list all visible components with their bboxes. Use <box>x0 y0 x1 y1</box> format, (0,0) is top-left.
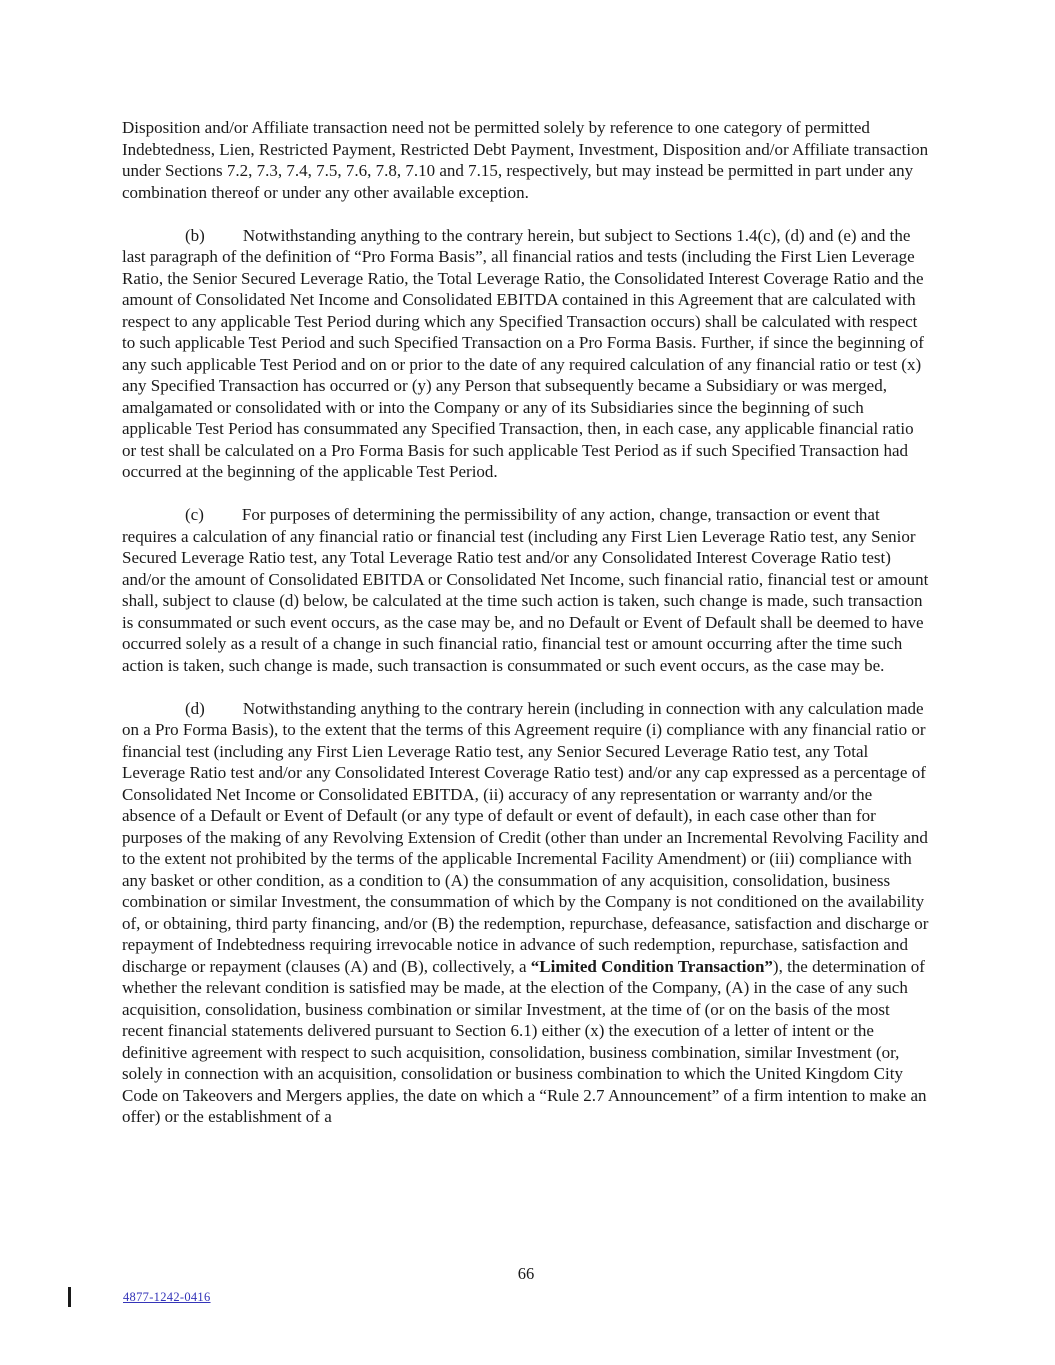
paragraph <box>122 504 930 676</box>
paragraph-text: Notwithstanding anything to the contrary herein (including in connection with any calculation made on a Pro Forma Basis), to the extent that the terms of this Agreement require (i) compliance with any financial ratio or financial test (including any First Lien Leverage Ratio test, any Senior Secured Leverage Ratio test, any Total Leverage Ratio test and/or any Consolidated Interest Coverage Ratio test) and/or any cap expressed as a percentage of Consolidated Net Income or Consolidated EBITDA, (ii) accuracy of any representation or warranty and/or the absence of a Default or Event of Default (or any type of default or event of default), in each case other than for purposes of the making of any Revolving Extension of Credit (other than under an Incremental Revolving Facility and to the extent not prohibited by the terms of the applicable Incremental Facility Amendment) or (iii) compliance with any basket or other condition, as a condition to (A) the consummation of any acquisition, consolidation, business combination or similar Investment, the consummation of which by the Company is not conditioned on the availability of, or obtaining, third party financing, and/or (B) the redemption, repurchase, defeasance, satisfaction and discharge or repayment of Indebtedness requiring irrevocable notice in advance of such redemption, repurchase, satisfaction and discharge or repayment (clauses (A) and (B), collectively, a <box>122 698 929 976</box>
paragraph <box>122 698 930 1128</box>
paragraph <box>122 117 930 203</box>
document-id-stamp: 4877-1242-0416 <box>123 1290 211 1304</box>
paragraph-label: (b) <box>185 225 205 245</box>
page-number: 66 <box>517 1264 535 1283</box>
paragraph-text: Disposition and/or Affiliate transaction need not be permitted solely by reference to one category of permitted Indebtedness, Lien, Restricted Payment, Restricted Debt Payment, Investment, Disposition and/or Affiliate transaction under Sections 7.2, 7.3, 7.4, 7.5, 7.6, 7.8, 7.10 and 7.15, respectively, but may instead be permitted in part under any combination thereof or under any other available exception. <box>122 118 929 202</box>
paragraph-text: ), the determination of whether the relevant condition is satisfied may be made, at the election of the Company, (A) in the case of any such acquisition, consolidation, business combination or similar Investment, at the time of (or on the basis of the most recent financial statements delivered pursuant to Section 6.1) either (x) the execution of a letter of intent or the definitive agreement with respect to such acquisition, consolidation, business combination, similar Investment (or, solely in connection with an acquisition, consolidation or business combination to which the United Kingdom City Code on Takeovers and Mergers applies, the date on which a “Rule 2.7 Announcement” of a firm intention to make an offer) or the establishment of a <box>122 956 927 1126</box>
paragraph-text: Notwithstanding anything to the contrary herein, but subject to Sections 1.4(c), (d) and (e) and the last paragraph of the definition of “Pro Forma Basis”, all financial ratios and tests (including the First Lien Leverage Ratio, the Senior Secured Leverage Ratio, the Total Leverage Ratio, the Consolidated Interest Coverage Ratio and the amount of Consolidated Net Income and Consolidated EBITDA contained in this Agreement that are calculated with respect to any applicable Test Period during which any Specified Transaction occurs) shall be calculated with respect to such applicable Test Period and such Specified Transaction on a Pro Forma Basis. Further, if since the beginning of any such applicable Test Period and on or prior to the date of any required calculation of any financial ratio or test (x) any Specified Transaction has occurred or (y) any Person that subsequently became a Subsidiary or was merged, amalgamated or consolidated with or into the Company or any of its Subsidiaries since the beginning of such applicable Test Period has consummated any Specified Transaction, then, in each case, any applicable financial ratio or test shall be calculated on a Pro Forma Basis for such applicable Test Period as if such Specified Transaction had occurred at the beginning of the applicable Test Period. <box>122 225 924 481</box>
margin-change-bar <box>68 1287 71 1307</box>
defined-term-bold: “Limited Condition Transaction” <box>530 956 773 976</box>
paragraph-label: (d) <box>185 698 205 718</box>
document-body <box>122 117 930 1149</box>
paragraph-text: For purposes of determining the permissibility of any action, change, transaction or event that requires a calculation of any financial ratio or financial test (including any First Lien Leverage Ratio test, any Senior Secured Leverage Ratio test, any Total Leverage Ratio test and/or any Consolidated Interest Coverage Ratio test) and/or the amount of Consolidated EBITDA or Consolidated Net Income, such financial ratio, financial test or amount shall, subject to clause (d) below, be calculated at the time such action is taken, such change is made, such transaction is consummated or such event occurs, as the case may be, and no Default or Event of Default shall be deemed to have occurred solely as a result of a change in such financial ratio, financial test or amount occurring after the time such action is taken, such change is made, such transaction is consummated or such event occurs, as the case may be. <box>122 505 929 675</box>
paragraph-label: (c) <box>185 505 204 524</box>
paragraph <box>122 225 930 483</box>
